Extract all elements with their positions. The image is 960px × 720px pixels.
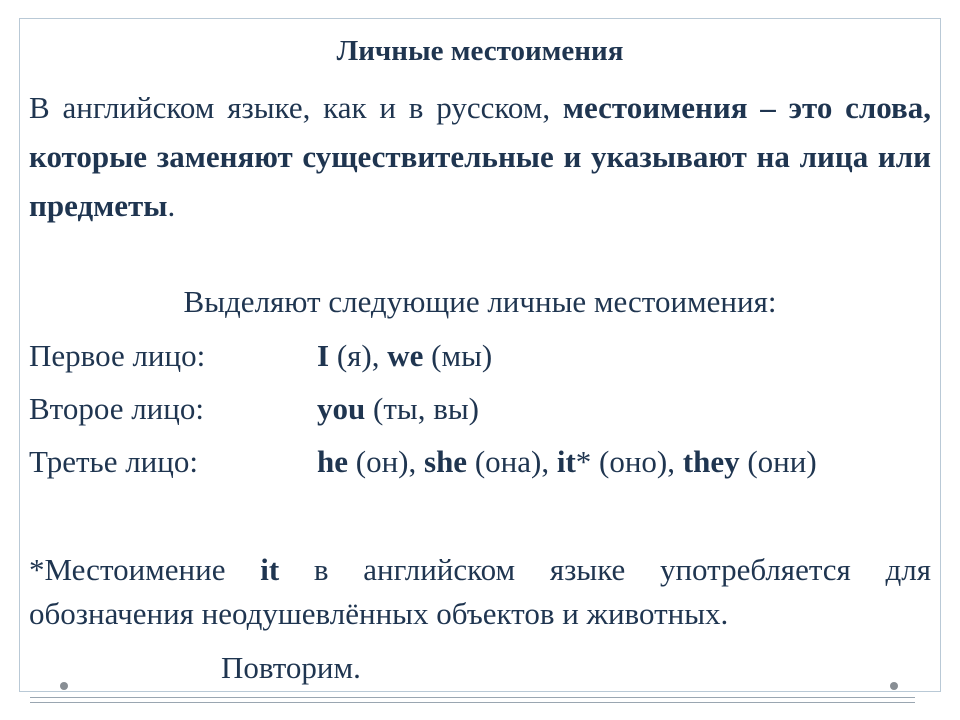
repeat-label: Повторим. xyxy=(221,650,361,685)
footnote-paragraph xyxy=(29,548,931,636)
pronoun-it: it xyxy=(556,444,576,479)
first-person-values xyxy=(317,334,492,378)
pronoun-you-translation: (ты, вы) xyxy=(365,391,479,426)
pronoun-we-translation: (мы) xyxy=(423,338,493,373)
third-person-label: Третье лицо: xyxy=(29,444,198,479)
pronoun-they-translation: (они) xyxy=(739,444,817,479)
pronoun-i-translation: (я), xyxy=(329,338,388,373)
decorative-dot-right xyxy=(890,682,898,690)
pronoun-he: he xyxy=(317,444,348,479)
intro-plain-text: В английском языке, как и в русском, xyxy=(29,90,551,125)
first-person-label: Первое лицо: xyxy=(29,338,206,373)
pronoun-she-translation: (она), xyxy=(467,444,557,479)
pronoun-you: you xyxy=(317,391,366,426)
pronoun-they: they xyxy=(682,444,740,479)
intro-definition-bold: местоимения – это слова, которые заменяют существительные и указывают на лица или предметы xyxy=(29,90,932,223)
footnote-start: *Местоимение xyxy=(29,552,261,587)
decorative-dot-left xyxy=(60,682,68,690)
pronoun-it-translation: * (оно), xyxy=(575,444,683,479)
third-person-values xyxy=(317,440,817,484)
second-person-label: Второе лицо: xyxy=(29,391,204,426)
pronoun-he-translation: (он), xyxy=(348,444,424,479)
pronouns-subheading: Выделяют следующие личные местоимения: xyxy=(183,284,777,319)
second-person-values xyxy=(317,387,479,431)
pronoun-she: she xyxy=(424,444,468,479)
footnote-end: в английском языке употребляется для обозначения неодушевлённых объектов и животных. xyxy=(29,552,931,631)
page-title: Личные местоимения xyxy=(336,35,624,67)
decorative-line-top xyxy=(30,697,915,698)
pronoun-i: I xyxy=(317,338,330,373)
footnote-it-bold: it xyxy=(260,552,280,587)
intro-paragraph xyxy=(29,83,931,230)
decorative-line-bottom xyxy=(30,702,915,703)
pronoun-we: we xyxy=(387,338,424,373)
intro-end-punct: . xyxy=(167,188,176,223)
